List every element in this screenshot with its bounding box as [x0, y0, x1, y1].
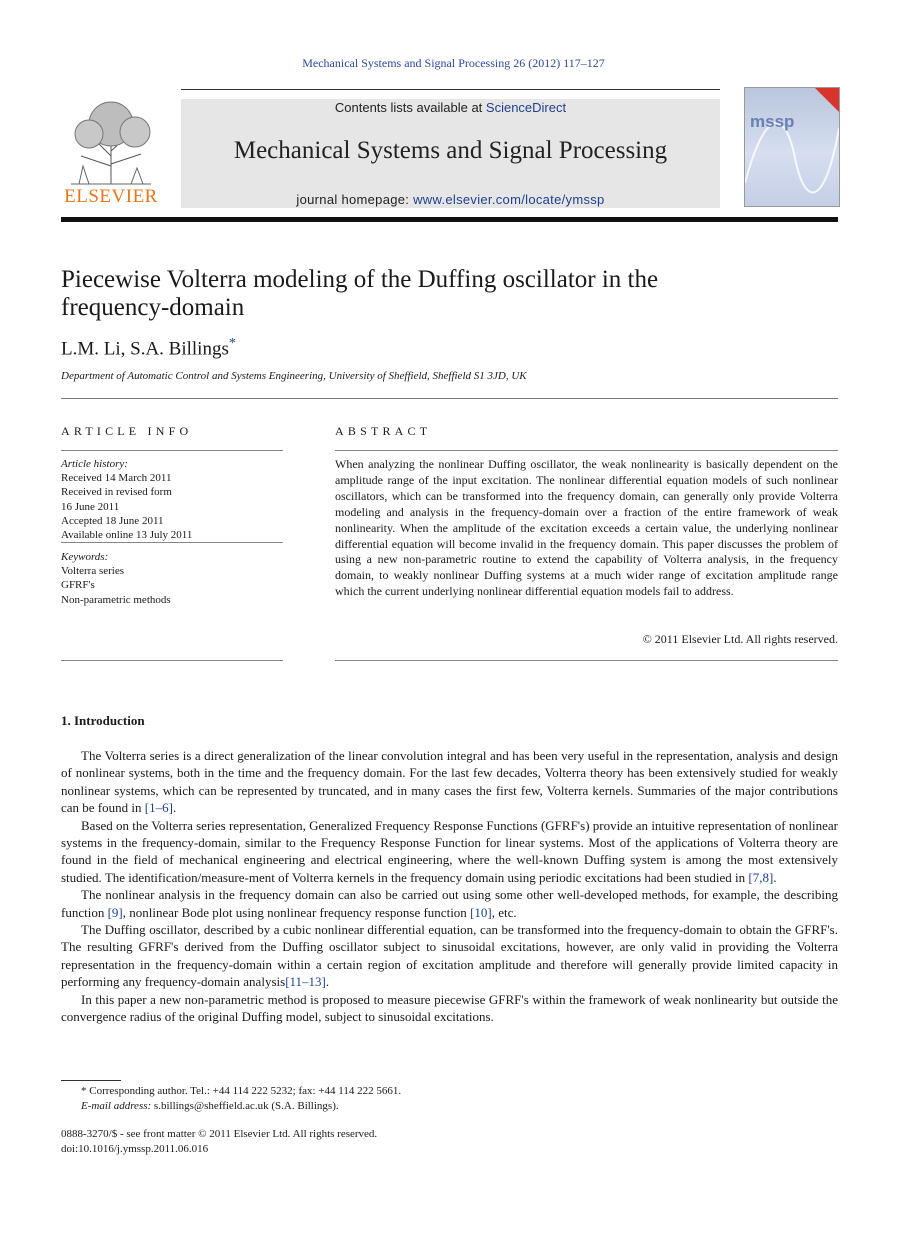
article-title: Piecewise Volterra modeling of the Duffing oscillator in the frequency-domain	[61, 266, 659, 321]
citation-link[interactable]: [10]	[470, 904, 492, 920]
elsevier-logo[interactable]	[61, 96, 161, 208]
keyword: GFRF's	[61, 579, 95, 592]
email-label: E-mail address:	[81, 1100, 154, 1112]
homepage-link[interactable]: www.elsevier.com/locate/ymssp	[413, 192, 605, 207]
info-rule	[61, 542, 283, 543]
paragraph-text: , nonlinear Bode plot using nonlinear frequency response function	[122, 904, 471, 920]
header-thick-rule	[61, 217, 838, 222]
publisher-wordmark: ELSEVIER	[64, 186, 158, 207]
journal-name: Mechanical Systems and Signal Processing	[233, 137, 668, 164]
paragraph	[61, 886, 838, 921]
cover-title: mssp	[750, 112, 795, 131]
contents-line	[181, 100, 720, 115]
info-rule	[61, 450, 283, 451]
paragraph-text: Based on the Volterra series representation, Generalized Frequency Response Functions (GFRF's) provide an intuitive representation of nonlinear systems in the frequency-domain, similar to the Frequency Response Function for linear systems. Most of the applications of Volterra theory are found in the field of mechanical engineering and electrical engineering, where the well-known Duffing system is among the most extensively studied. The identification/measure-ment of Volterra kernels in the frequency domain using periodic excitations had been studied in	[61, 817, 838, 885]
abstract-text: When analyzing the nonlinear Duffing oscillator, the weak nonlinearity is basically dependent on the amplitude range of the input excitation. The nonlinear differential equation models of such nonlinear oscillators, which can be transformed into the frequency domain, can generally only provide Volterra modeling and analysis in the frequency-domain over a fraction of the entire framework of weak nonlinearity. When the amplitude of the excitation exceeds a certain value, the underlying nonlinear differential equation will become invalid in the frequency domain. This paper discusses the problem of using a new non-parametric routine to extend the capability of Volterra analysis, in the frequency domain, to weakly nonlinear Duffing systems at a much wider range of excitation amplitude range which the current underlying nonlinear differential equation models fail to address.	[335, 457, 838, 599]
keyword: Non-parametric methods	[61, 593, 171, 606]
keyword: Volterra series	[61, 565, 125, 578]
citation-link[interactable]: [11–13]	[285, 974, 326, 990]
paragraph-text: .	[773, 869, 777, 885]
info-rule	[61, 660, 283, 661]
paragraph	[61, 747, 838, 817]
email-address[interactable]: s.billings@sheffield.ac.uk (S.A. Billings).	[153, 1100, 339, 1112]
header-rule	[181, 89, 720, 90]
history-item: 16 June 2011	[61, 500, 120, 513]
footnote	[61, 1084, 401, 1114]
elsevier-tree-icon	[61, 96, 161, 186]
abstract-rule	[335, 450, 838, 451]
footnote-rule	[61, 1080, 121, 1081]
journal-reference[interactable]: Mechanical Systems and Signal Processing 26 (2012) 117–127	[302, 56, 605, 70]
sciencedirect-link[interactable]: ScienceDirect	[485, 100, 567, 115]
doi[interactable]: doi:10.1016/j.ymssp.2011.06.016	[61, 1143, 209, 1155]
paragraph	[61, 921, 838, 991]
paragraph	[61, 817, 838, 887]
affiliation-rule	[61, 398, 838, 399]
paragraph-text: The nonlinear analysis in the frequency domain can also be carried out using some other well-developed methods, for example, the describing function	[61, 887, 838, 920]
abstract-label: ABSTRACT	[335, 424, 432, 438]
email-note	[61, 1099, 401, 1114]
contents-prefix: Contents lists available at	[334, 100, 486, 115]
paragraph-text: The Duffing oscillator, described by a cubic nonlinear differential equation, can be transformed into the frequency-domain to obtain the GFRF's. The resulting GFRF's derived from the Duffing oscillator subject to sinusoidal excitations, however, are only valid in providing the Volterra representation in the frequency-domain within a certain region of excitation amplitude and therefore will generally provide limited capacity in performing any frequency-domain analysis	[61, 922, 838, 990]
corresponding-author-note: * Corresponding author. Tel.: +44 114 222 5232; fax: +44 114 222 5661.	[81, 1085, 402, 1097]
citation-link[interactable]: [9]	[107, 904, 123, 920]
affiliation: Department of Automatic Control and Systems Engineering, University of Sheffield, Sheffield S1 3JD, UK	[61, 370, 527, 382]
journal-cover-thumbnail[interactable]	[744, 87, 840, 207]
article-info-label: ARTICLE INFO	[61, 424, 193, 438]
paragraph	[61, 991, 838, 1026]
abstract-rule	[335, 660, 838, 661]
article-history	[61, 457, 283, 542]
homepage-prefix: journal homepage:	[296, 192, 414, 207]
front-matter-line: 0888-3270/$ - see front matter © 2011 Elsevier Ltd. All rights reserved.	[61, 1128, 378, 1140]
author-names: L.M. Li, S.A. Billings	[61, 338, 229, 360]
history-item: Available online 13 July 2011	[61, 529, 193, 542]
corresponding-author-mark[interactable]: *	[228, 336, 236, 351]
citation-link[interactable]: [1–6]	[144, 800, 173, 816]
keywords	[61, 550, 283, 607]
paragraph-text: .	[172, 800, 177, 816]
keywords-label: Keywords:	[61, 551, 109, 563]
paragraph-text: .	[325, 974, 330, 990]
history-item: Accepted 18 June 2011	[61, 514, 164, 527]
abstract-copyright: © 2011 Elsevier Ltd. All rights reserved.	[642, 632, 838, 646]
citation-link[interactable]: [7,8]	[748, 869, 774, 885]
cover-wave-icon	[745, 88, 839, 206]
homepage-line	[181, 192, 720, 207]
introduction-body	[61, 747, 838, 1026]
authors	[61, 336, 236, 360]
section-heading: 1. Introduction	[61, 713, 145, 728]
history-item: Received in revised form	[61, 486, 172, 499]
history-label: Article history:	[61, 458, 128, 470]
paragraph-text: The Volterra series is a direct generalization of the linear convolution integral and has been very useful in the representation, analysis and design of nonlinear systems, both in the time and the frequency domain. For the last few decades, Volterra theory has been extensively studied for weakly nonlinear systems, which can be represented by truncated, and in many cases the first few, Volterra kernels. Summaries of the major contributions can be found in	[61, 748, 838, 816]
paragraph-text: , etc.	[491, 904, 517, 920]
front-matter	[61, 1127, 377, 1157]
history-item: Received 14 March 2011	[61, 472, 172, 485]
paragraph-text: In this paper a new non-parametric method is proposed to measure piecewise GFRF's within the framework of weak nonlinearity but outside the convergence radius of the original Duffing model, subject to sinusoidal excitations.	[61, 991, 838, 1025]
